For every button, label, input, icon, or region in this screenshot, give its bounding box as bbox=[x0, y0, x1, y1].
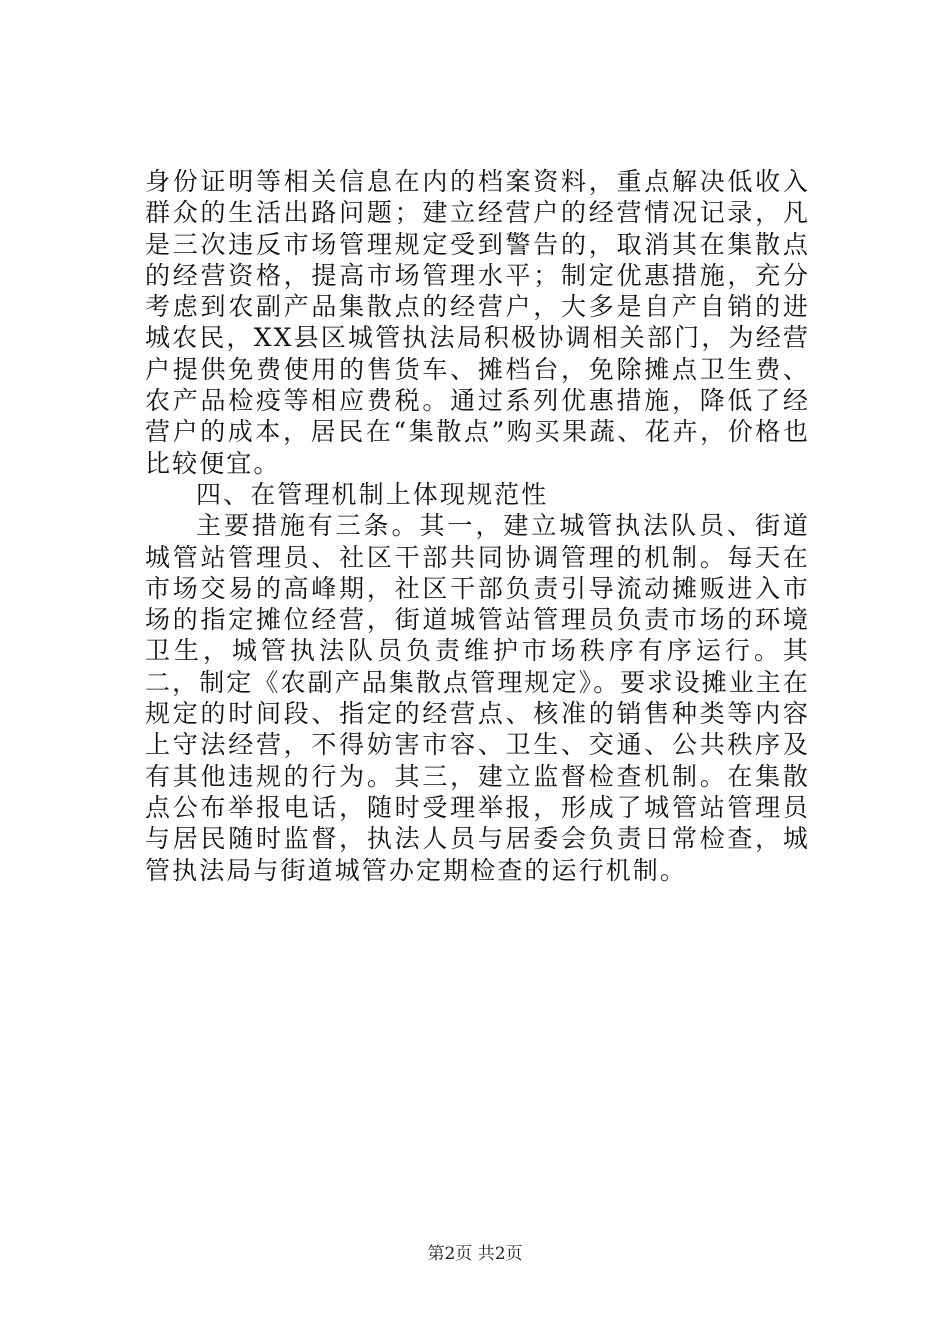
paragraph-archive-records: 身份证明等相关信息在内的档案资料，重点解决低收入群众的生活出路问题；建立经营户的经营情况记录，凡是三次违反市场管理规定受到警告的，取消其在集散点的经营资格，提高市场管理水平；制定优惠措施，充分考虑到农副产品集散点的经营户，大多是自产自销的进城农民，XX县区城管执法局积极协调相关部门，为经营户提供免费使用的售货车、摊档台，免除摊点卫生费、农产品检疫等相应费税。通过系列优惠措施，降低了经营户的成本，居民在“集散点”购买果蔬、花卉，价格也比较便宜。 bbox=[145, 167, 810, 478]
paragraph-main-measures: 主要措施有三条。其一，建立城管执法队员、街道城管站管理员、社区干部共同协调管理的机制。每天在市场交易的高峰期，社区干部负责引导流动摊贩进入市场的指定摊位经营，街道城管站管理员负责市场的环境卫生，城管执法队员负责维护市场秩序有序运行。其二，制定《农副产品集散点管理规定》。要求设摊业主在规定的时间段、指定的经营点、核准的销售种类等内容上守法经营，不得妨害市容、卫生、交通、公共秩序及有其他违规的行为。其三，建立监督检查机制。在集散点公布举报电话，随时受理举报，形成了城管站管理员与居民随时监督，执法人员与居委会负责日常检查，城管执法局与街道城管办定期检查的运行机制。 bbox=[145, 511, 811, 885]
section-heading-management-mechanism: 四、在管理机制上体现规范性 bbox=[196, 479, 549, 509]
page-number-footer: 第2页 共2页 bbox=[427, 1244, 523, 1264]
document-body bbox=[145, 166, 810, 886]
